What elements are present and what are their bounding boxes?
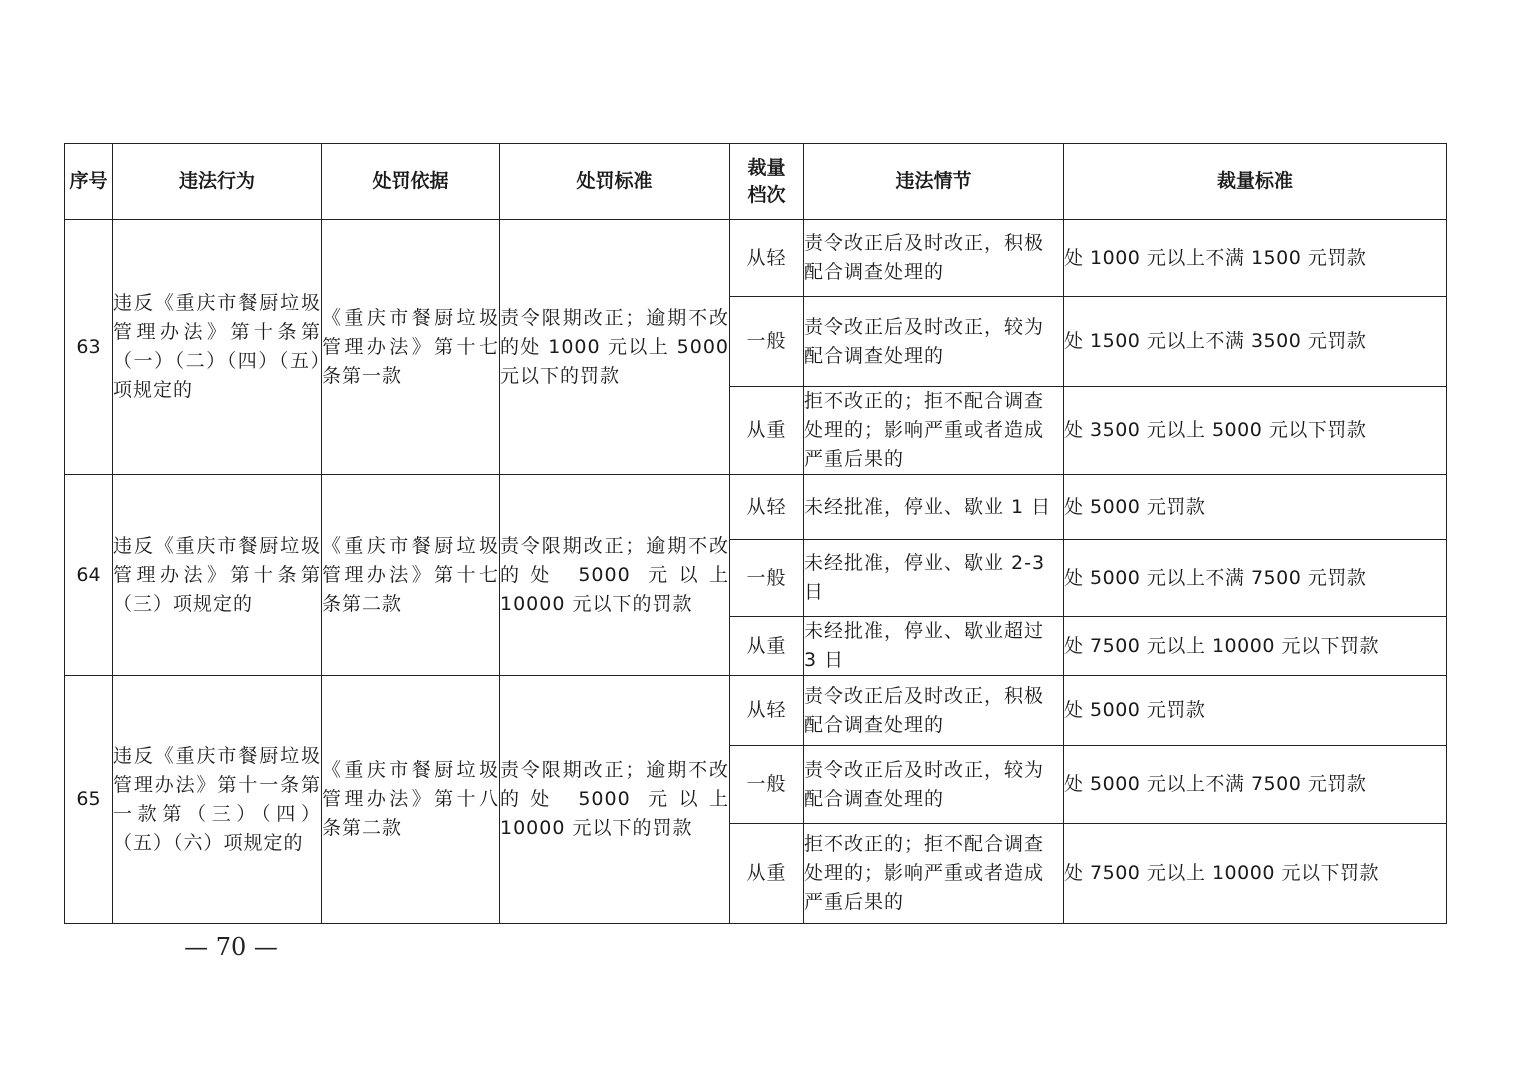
tier-level: 从重: [730, 617, 804, 676]
tier-discretion: 处 7500 元以上 10000 元以下罚款: [1064, 617, 1447, 676]
tier-circumstance: 拒不改正的；拒不配合调查处理的；影响严重或者造成严重后果的: [804, 387, 1064, 475]
header-behavior: 违法行为: [113, 144, 322, 220]
row-seq: 63: [65, 220, 113, 475]
tier-level: 一般: [730, 746, 804, 824]
header-level: 裁量档次: [730, 144, 804, 220]
tier-circumstance: 未经批准，停业、歇业 1 日: [804, 475, 1064, 540]
header-basis: 处罚依据: [322, 144, 500, 220]
tier-level: 从重: [730, 387, 804, 475]
row-basis: 《重庆市餐厨垃圾管理办法》第十七条第二款: [322, 475, 500, 676]
table-row: [65, 676, 1447, 746]
row-behavior: 违反《重庆市餐厨垃圾管理办法》第十条第（三）项规定的: [113, 475, 322, 676]
tier-circumstance: 未经批准，停业、歇业超过 3 日: [804, 617, 1064, 676]
penalty-discretion-table: [64, 143, 1447, 924]
header-circumstance: 违法情节: [804, 144, 1064, 220]
tier-level: 一般: [730, 297, 804, 387]
tier-level: 从轻: [730, 475, 804, 540]
tier-circumstance: 未经批准，停业、歇业 2-3 日: [804, 540, 1064, 617]
tier-discretion: 处 1000 元以上不满 1500 元罚款: [1064, 220, 1447, 297]
tier-circumstance: 责令改正后及时改正，较为配合调查处理的: [804, 746, 1064, 824]
row-standard: 责令限期改正；逾期不改的处 1000 元以上 5000 元以下的罚款: [500, 220, 730, 475]
tier-discretion: 处 5000 元罚款: [1064, 475, 1447, 540]
tier-circumstance: 责令改正后及时改正，积极配合调查处理的: [804, 676, 1064, 746]
tier-discretion: 处 5000 元以上不满 7500 元罚款: [1064, 746, 1447, 824]
tier-discretion: 处 5000 元罚款: [1064, 676, 1447, 746]
tier-circumstance: 拒不改正的；拒不配合调查处理的；影响严重或者造成严重后果的: [804, 824, 1064, 924]
row-behavior: 违反《重庆市餐厨垃圾管理办法》第十一条第一款第（三）（四）（五）（六）项规定的: [113, 676, 322, 924]
row-behavior: 违反《重庆市餐厨垃圾管理办法》第十条第（一）（二）（四）（五）项规定的: [113, 220, 322, 475]
tier-discretion: 处 7500 元以上 10000 元以下罚款: [1064, 824, 1447, 924]
tier-level: 从轻: [730, 676, 804, 746]
tier-level: 一般: [730, 540, 804, 617]
header-discretion: 裁量标准: [1064, 144, 1447, 220]
tier-level: 从重: [730, 824, 804, 924]
tier-discretion: 处 1500 元以上不满 3500 元罚款: [1064, 297, 1447, 387]
tier-discretion: 处 3500 元以上 5000 元以下罚款: [1064, 387, 1447, 475]
tier-circumstance: 责令改正后及时改正，较为配合调查处理的: [804, 297, 1064, 387]
row-seq: 64: [65, 475, 113, 676]
row-standard: 责令限期改正；逾期不改的处 5000 元以上 10000 元以下的罚款: [500, 676, 730, 924]
table-row: [65, 220, 1447, 297]
row-standard: 责令限期改正；逾期不改的处 5000 元以上 10000 元以下的罚款: [500, 475, 730, 676]
table-header-row: [65, 144, 1447, 220]
row-seq: 65: [65, 676, 113, 924]
tier-discretion: 处 5000 元以上不满 7500 元罚款: [1064, 540, 1447, 617]
row-basis: 《重庆市餐厨垃圾管理办法》第十八条第二款: [322, 676, 500, 924]
header-seq: 序号: [65, 144, 113, 220]
row-basis: 《重庆市餐厨垃圾管理办法》第十七条第一款: [322, 220, 500, 475]
header-standard: 处罚标准: [500, 144, 730, 220]
table-row: [65, 475, 1447, 540]
tier-circumstance: 责令改正后及时改正，积极配合调查处理的: [804, 220, 1064, 297]
page-number: — 70 —: [184, 933, 278, 961]
tier-level: 从轻: [730, 220, 804, 297]
